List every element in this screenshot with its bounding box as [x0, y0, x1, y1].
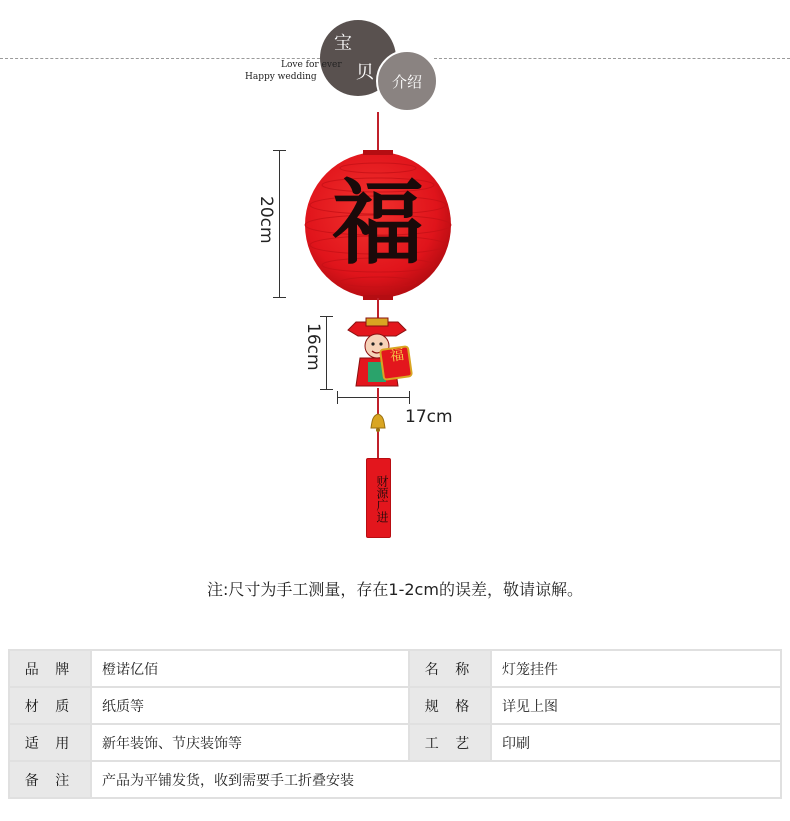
lantern-dimension-line — [279, 150, 280, 298]
spec-label-material: 材 质 — [9, 687, 91, 724]
tagline-wedding: Happy wedding — [245, 72, 317, 82]
spec-row — [9, 687, 781, 724]
pendant-height-label: 16cm — [303, 323, 323, 371]
spec-table — [8, 649, 782, 799]
spec-value-material: 纸质等 — [91, 687, 409, 724]
blessing-tag-text: 财源广进 — [375, 475, 389, 523]
measurement-note: 注:尺寸为手工测量，存在1-2cm的误差，敬请谅解。 — [207, 580, 583, 599]
spec-row — [9, 650, 781, 687]
header-subtitle: 介绍 — [391, 72, 422, 91]
spec-label-remark: 备 注 — [9, 761, 91, 798]
spec-row — [9, 761, 781, 798]
lantern-character: 福 — [331, 169, 424, 277]
header-title-line2: 贝 — [356, 62, 374, 83]
spec-value-name: 灯笼挂件 — [491, 650, 781, 687]
spec-value-craft: 印刷 — [491, 724, 781, 761]
spec-label-brand: 品 牌 — [9, 650, 91, 687]
spec-value-size: 详见上图 — [491, 687, 781, 724]
spec-row — [9, 724, 781, 761]
bell-icon — [369, 413, 387, 433]
pendant-width-dimension-line — [337, 397, 410, 398]
pendant-badge-char: 福 — [389, 347, 406, 365]
header-divider-right — [434, 58, 790, 59]
pendant-width-label: 17cm — [405, 407, 453, 427]
tagline-love: Love for ever — [281, 60, 342, 70]
spec-value-usage: 新年装饰、节庆装饰等 — [91, 724, 409, 761]
lantern-dimension-cap-top — [273, 150, 286, 151]
lantern-dimension-cap-bottom — [273, 297, 286, 298]
pendant-height-cap-top — [320, 316, 333, 317]
pendant-height-dimension-line — [326, 316, 327, 390]
spec-value-remark: 产品为平铺发货，收到需要手工折叠安装 — [91, 761, 781, 798]
spec-label-name: 名 称 — [409, 650, 491, 687]
lantern-height-label: 20cm — [256, 196, 276, 244]
header-divider-left — [0, 58, 330, 59]
spec-label-size: 规 格 — [409, 687, 491, 724]
header-subtitle-circle — [376, 50, 438, 112]
pendant-width-cap-right — [409, 391, 410, 404]
blessing-tag — [366, 458, 391, 538]
spec-label-craft: 工 艺 — [409, 724, 491, 761]
spec-label-usage: 适 用 — [9, 724, 91, 761]
spec-value-brand: 橙诺亿佰 — [91, 650, 409, 687]
pendant-height-cap-bottom — [320, 389, 333, 390]
header-title-line1: 宝 — [334, 33, 354, 54]
pendant-width-cap-left — [337, 391, 338, 404]
